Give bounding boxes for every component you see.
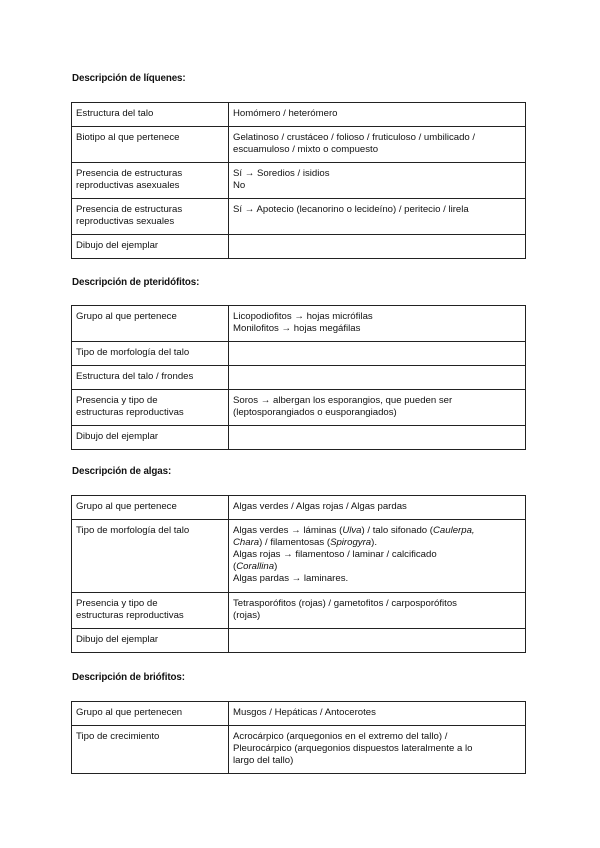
row-value-empty <box>229 629 526 653</box>
table-row <box>72 342 526 366</box>
table-row <box>72 520 526 593</box>
row-value: Licopodiofitos → hojas micrófilas Monilofitos → hojas megáfilas <box>229 306 526 342</box>
table-row <box>72 496 526 520</box>
row-label: Presencia y tipo de estructuras reproductivas <box>72 593 229 629</box>
section-title-pteridofitos: Descripción de pteridófitos: <box>72 277 200 288</box>
row-value: Musgos / Hepáticas / Antocerotes <box>229 702 526 726</box>
table-row <box>72 306 526 342</box>
row-label: Tipo de morfología del talo <box>72 520 229 593</box>
row-value: Sí → Apotecio (lecanorino o lecideíno) / peritecio / lirela <box>229 199 526 235</box>
row-label: Tipo de crecimiento <box>72 726 229 774</box>
row-value: Homómero / heterómero <box>229 103 526 127</box>
row-label: Tipo de morfología del talo <box>72 342 229 366</box>
table-algas <box>71 495 526 653</box>
row-value: Gelatinoso / crustáceo / folioso / fruticuloso / umbilicado / escuamuloso / mixto o compuesto <box>229 127 526 163</box>
row-label: Dibujo del ejemplar <box>72 235 229 259</box>
table-row <box>72 127 526 163</box>
table-liquenes <box>71 102 526 259</box>
row-label: Grupo al que pertenece <box>72 496 229 520</box>
row-label: Dibujo del ejemplar <box>72 426 229 450</box>
table-row <box>72 199 526 235</box>
row-value-empty <box>229 426 526 450</box>
section-title-liquenes: Descripción de líquenes: <box>72 73 186 84</box>
table-row <box>72 235 526 259</box>
row-value: Algas verdes → láminas (Ulva) / talo sifonado (Caulerpa, Chara) / filamentosas (Spirogyra). Algas rojas → filamentoso / laminar / calcificado (Corallina) Algas pardas → laminares. <box>229 520 526 593</box>
row-label: Presencia de estructuras reproductivas asexuales <box>72 163 229 199</box>
row-label: Presencia de estructuras reproductivas sexuales <box>72 199 229 235</box>
table-row <box>72 390 526 426</box>
table-row <box>72 103 526 127</box>
table-pteridofitos <box>71 305 526 450</box>
table-row <box>72 163 526 199</box>
section-title-algas: Descripción de algas: <box>72 466 172 477</box>
table-row <box>72 426 526 450</box>
row-value: Acrocárpico (arquegonios en el extremo del tallo) / Pleurocárpico (arquegonios dispuestos lateralmente a lo largo del tallo) <box>229 726 526 774</box>
row-label: Dibujo del ejemplar <box>72 629 229 653</box>
table-row <box>72 702 526 726</box>
section-title-briofitos: Descripción de briófitos: <box>72 672 185 683</box>
table-row <box>72 366 526 390</box>
table-briofitos <box>71 701 526 774</box>
row-value-empty <box>229 235 526 259</box>
row-label: Estructura del talo <box>72 103 229 127</box>
row-value-empty <box>229 342 526 366</box>
row-value: Algas verdes / Algas rojas / Algas pardas <box>229 496 526 520</box>
table-row <box>72 593 526 629</box>
row-label: Grupo al que pertenecen <box>72 702 229 726</box>
table-row <box>72 726 526 774</box>
row-value: Tetrasporófitos (rojas) / gametofitos / carposporófitos (rojas) <box>229 593 526 629</box>
table-row <box>72 629 526 653</box>
row-value-empty <box>229 366 526 390</box>
row-label: Estructura del talo / frondes <box>72 366 229 390</box>
row-label: Grupo al que pertenece <box>72 306 229 342</box>
row-label: Presencia y tipo de estructuras reproductivas <box>72 390 229 426</box>
row-label: Biotipo al que pertenece <box>72 127 229 163</box>
row-value: Sí → Soredios / isidios No <box>229 163 526 199</box>
row-value: Soros → albergan los esporangios, que pueden ser (leptosporangiados o eusporangiados) <box>229 390 526 426</box>
